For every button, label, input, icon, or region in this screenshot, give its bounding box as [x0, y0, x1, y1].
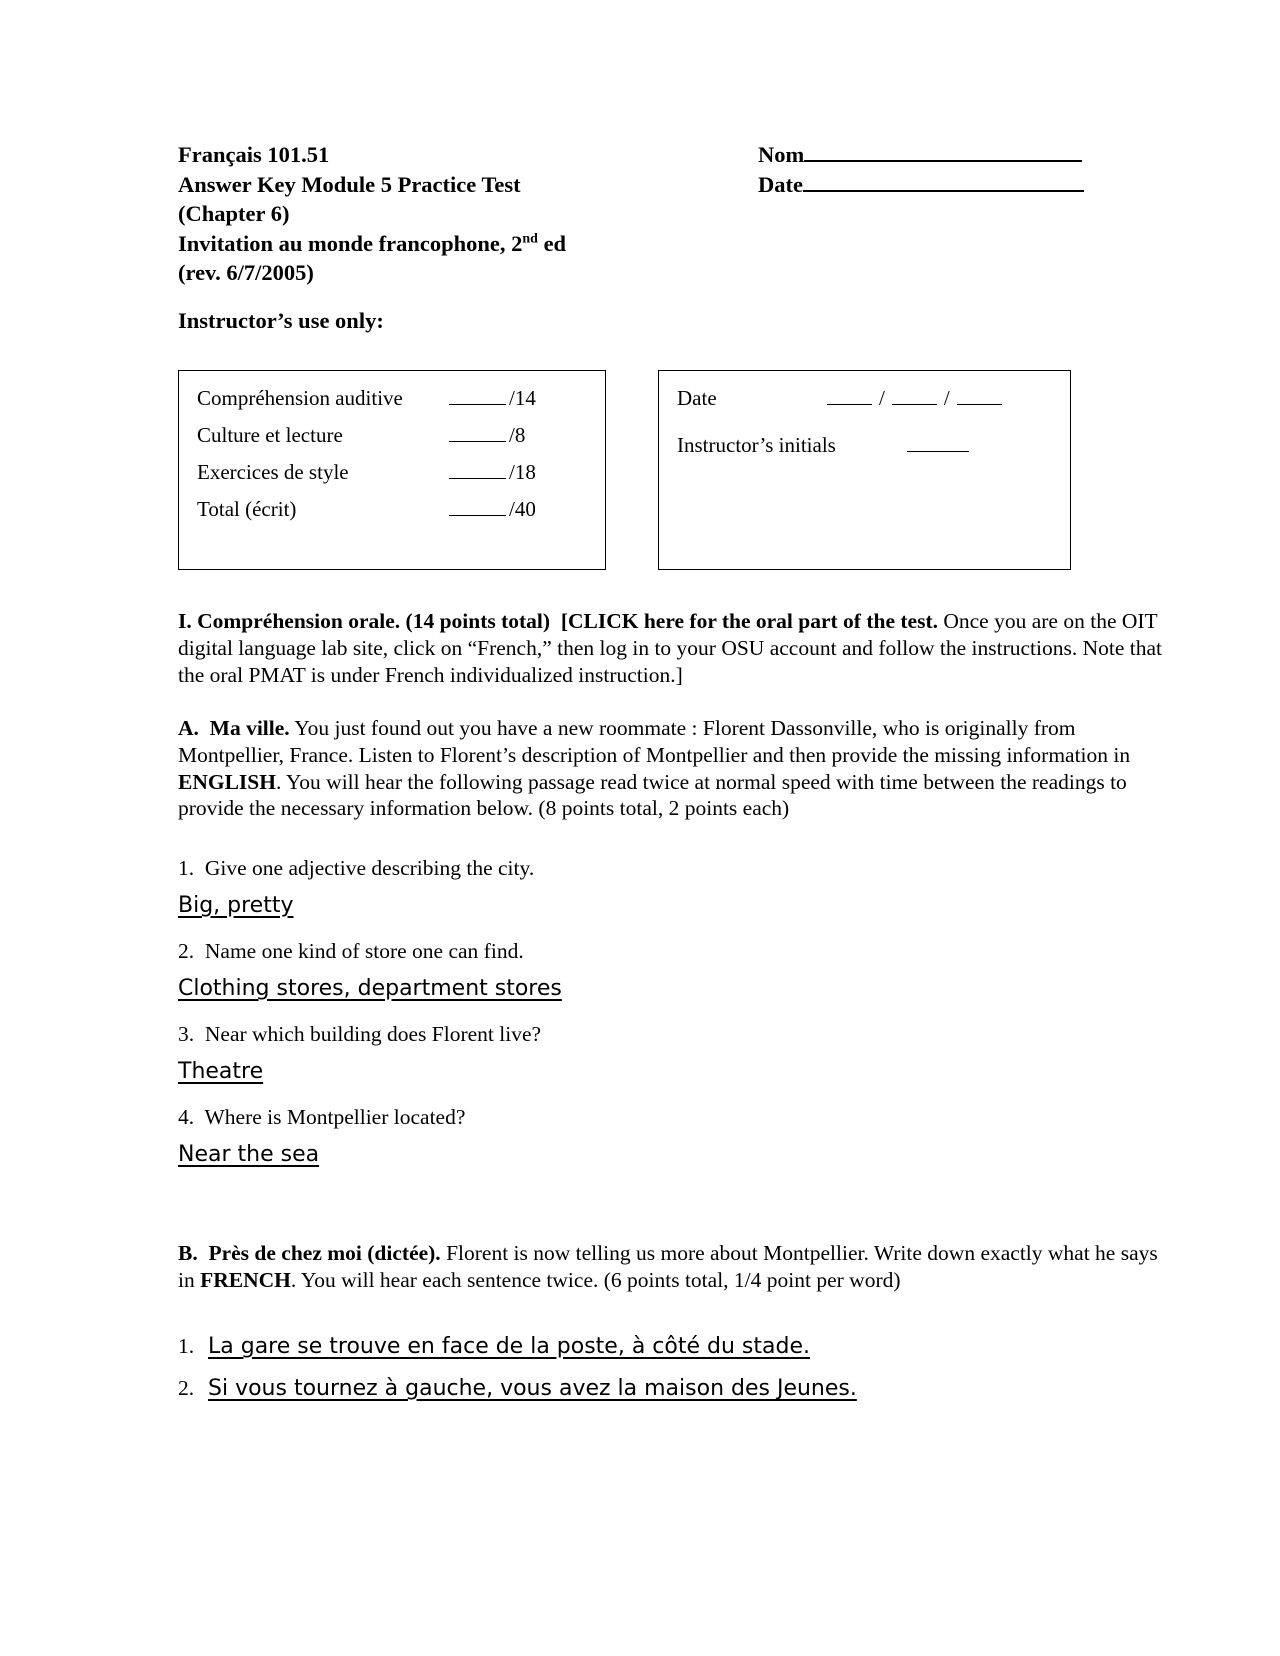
chapter-line: (Chapter 6)	[178, 201, 290, 226]
score-row	[179, 388, 605, 408]
question-3-text: Near which building does Florent live?	[204, 1022, 542, 1046]
nom-label: Nom	[758, 142, 805, 167]
score-max: /18	[509, 460, 536, 484]
score-max: /8	[509, 423, 526, 447]
section-I-paragraph	[178, 608, 1162, 688]
section-B-paragraph	[178, 1240, 1162, 1294]
date-month-blank[interactable]	[827, 390, 872, 405]
question-3-number: 3.	[178, 1022, 195, 1046]
initials-blank[interactable]	[907, 437, 969, 452]
score-blank[interactable]	[449, 390, 506, 405]
date-entry-label: Date	[677, 386, 717, 410]
answer-3[interactable]: Theatre	[178, 1059, 264, 1084]
date-slash-1: /	[879, 386, 885, 410]
question-1	[178, 855, 534, 881]
revision-line: (rev. 6/7/2005)	[178, 260, 314, 285]
answer-1[interactable]: Big, pretty	[178, 893, 294, 918]
section-B-emphasis: FRENCH	[200, 1267, 291, 1292]
date-field-row	[758, 170, 1084, 200]
instructor-use-heading: Instructor’s use only:	[178, 308, 384, 333]
nom-field-row	[758, 140, 1084, 170]
dictee-1-text[interactable]: La gare se trouve en face de la poste, à côté du stade.	[208, 1334, 810, 1359]
score-blank[interactable]	[449, 464, 506, 479]
dictee-answer-1	[178, 1333, 810, 1360]
section-A-emphasis: ENGLISH	[178, 769, 276, 794]
title-line: Answer Key Module 5 Practice Test	[178, 171, 521, 197]
score-max: /14	[509, 386, 536, 410]
date-input-line[interactable]	[803, 171, 1084, 192]
score-box	[178, 370, 606, 570]
textbook-title: Invitation au monde francophone, 2	[178, 230, 523, 256]
dictee-answer-2	[178, 1375, 857, 1402]
date-entry-row	[659, 388, 1070, 408]
textbook-ordinal: nd	[522, 231, 538, 246]
dictee-2-number: 2.	[178, 1376, 195, 1400]
section-I-body: Once you are on the OIT digital language lab site, click on “French,” then log in to your OSU account and follow the instructions. Note that the oral PMAT is under French individualized instruction.]	[178, 609, 1162, 687]
score-blank[interactable]	[449, 427, 506, 442]
dictee-1-number: 1.	[178, 1334, 195, 1358]
question-4	[178, 1104, 465, 1130]
score-row	[179, 462, 605, 482]
answer-4[interactable]: Near the sea	[178, 1142, 320, 1167]
date-day-blank[interactable]	[892, 390, 937, 405]
score-label: Compréhension auditive	[197, 386, 403, 410]
answer-2[interactable]: Clothing stores, department stores	[178, 976, 562, 1001]
date-slash-2: /	[943, 386, 950, 410]
header-left-block	[178, 140, 738, 288]
section-I-click-link[interactable]: [CLICK here for the oral part of the test.	[560, 609, 938, 633]
initials-label: Instructor’s initials	[677, 433, 836, 457]
score-row	[179, 425, 605, 445]
section-A-paragraph	[178, 715, 1162, 822]
score-max: /40	[509, 497, 536, 521]
date-initials-box	[658, 370, 1071, 570]
section-I-heading: I. Compréhension orale. (14 points total)	[178, 609, 551, 633]
question-2	[178, 938, 524, 964]
question-2-number: 2.	[178, 939, 195, 963]
score-label: Total (écrit)	[197, 497, 297, 521]
textbook-edition: ed	[537, 230, 567, 256]
document-header	[178, 140, 1110, 288]
score-label: Culture et lecture	[197, 423, 343, 447]
textbook-line	[178, 229, 738, 259]
question-1-text: Give one adjective describing the city.	[204, 856, 535, 880]
question-3	[178, 1021, 541, 1047]
course-line: Français 101.51	[178, 142, 330, 167]
section-B-title: Près de chez moi (dictée).	[208, 1241, 441, 1265]
question-1-number: 1.	[178, 856, 195, 880]
score-blank[interactable]	[449, 501, 506, 516]
section-A-body-2: . You will hear the following passage read twice at normal speed with time between the readings to provide the necessary information below. (8 points total, 2 points each)	[178, 769, 1127, 821]
section-B-body-2: . You will hear each sentence twice. (6 points total, 1/4 point per word)	[290, 1267, 901, 1292]
nom-input-line[interactable]	[804, 141, 1082, 162]
dictee-2-text[interactable]: Si vous tournez à gauche, vous avez la maison des Jeunes.	[208, 1376, 857, 1401]
score-row	[179, 499, 605, 519]
score-label: Exercices de style	[197, 460, 349, 484]
section-A-body-1: You just found out you have a new roommate : Florent Dassonville, who is originally from Montpellier, France. Listen to Florent’s description of Montpellier and then provide the missing information in	[178, 716, 1131, 767]
question-4-text: Where is Montpellier located?	[204, 1105, 466, 1129]
section-A-title: Ma ville.	[209, 716, 290, 740]
date-label: Date	[758, 171, 803, 197]
section-B-body-1: Florent is now telling us more about Montpellier. Write down exactly what he says in	[178, 1241, 1158, 1292]
section-A-letter: A.	[178, 716, 199, 740]
initials-entry-row	[659, 435, 1070, 455]
date-year-blank[interactable]	[957, 390, 1002, 405]
question-2-text: Name one kind of store one can find.	[204, 939, 524, 963]
header-right-block	[758, 140, 1084, 199]
question-4-number: 4.	[178, 1105, 195, 1129]
section-B-letter: B.	[178, 1241, 198, 1265]
